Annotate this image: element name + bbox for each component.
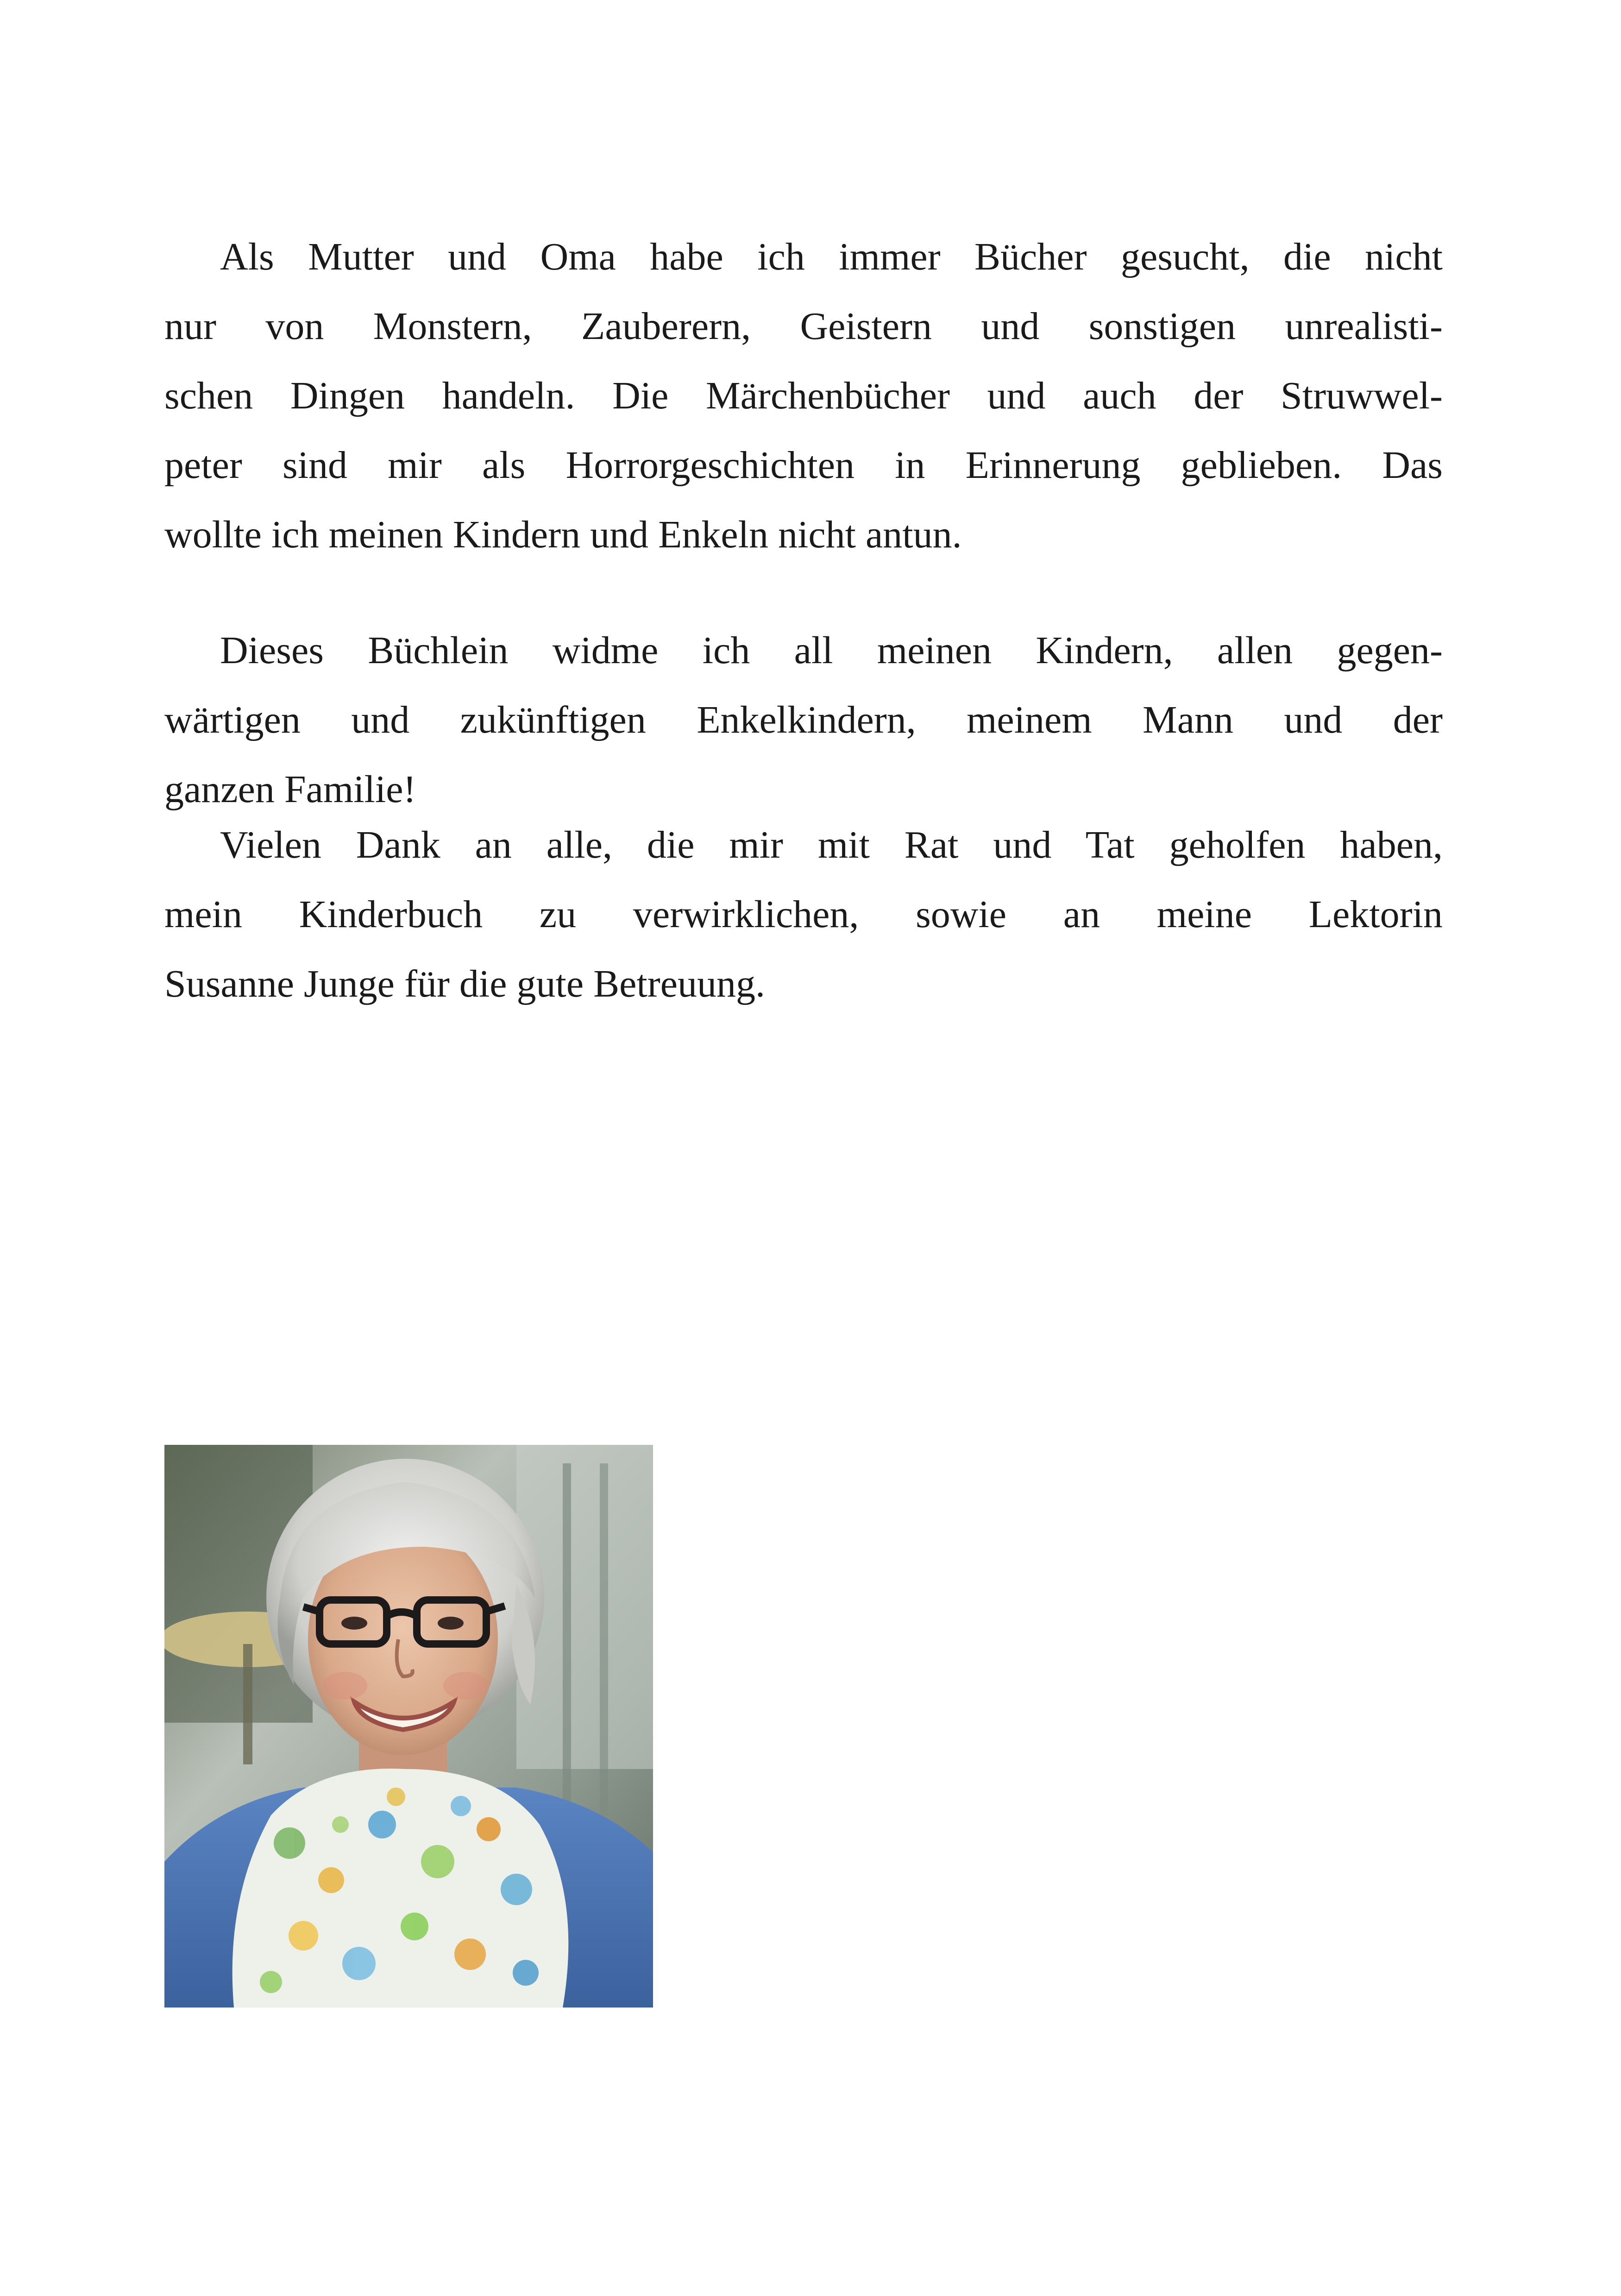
- text-line: wärtigen und zukünftigen Enkelkindern, meinem Mann und der: [164, 698, 1443, 741]
- paragraph-intro: [164, 222, 1443, 570]
- text-line: Als Mutter und Oma habe ich immer Bücher gesucht, die nicht: [220, 235, 1443, 278]
- text-line: Dieses Büchlein widme ich all meinen Kindern, allen gegen-: [220, 629, 1443, 672]
- text-line: Susanne Junge für die gute Betreuung.: [164, 962, 766, 1005]
- text-line: peter sind mir als Horrorgeschichten in Erinnerung geblieben. Das: [164, 444, 1443, 487]
- text-line: Vielen Dank an alle, die mir mit Rat und Tat geholfen haben,: [220, 823, 1443, 866]
- text-line: mein Kinderbuch zu verwirklichen, sowie an meine Lektorin: [164, 893, 1443, 936]
- author-portrait-image: [164, 1445, 653, 2007]
- text-line: ganzen Familie!: [164, 768, 416, 811]
- author-photo: [164, 1445, 653, 2007]
- paragraph-dedication: [164, 616, 1443, 824]
- text-line: wollte ich meinen Kindern und Enkeln nicht antun.: [164, 513, 962, 556]
- text-line: nur von Monstern, Zauberern, Geistern und sonstigen unrealisti-: [164, 305, 1443, 348]
- paragraph-thanks: [164, 810, 1443, 1019]
- text-line: schen Dingen handeln. Die Märchenbücher und auch der Struwwel-: [164, 374, 1443, 417]
